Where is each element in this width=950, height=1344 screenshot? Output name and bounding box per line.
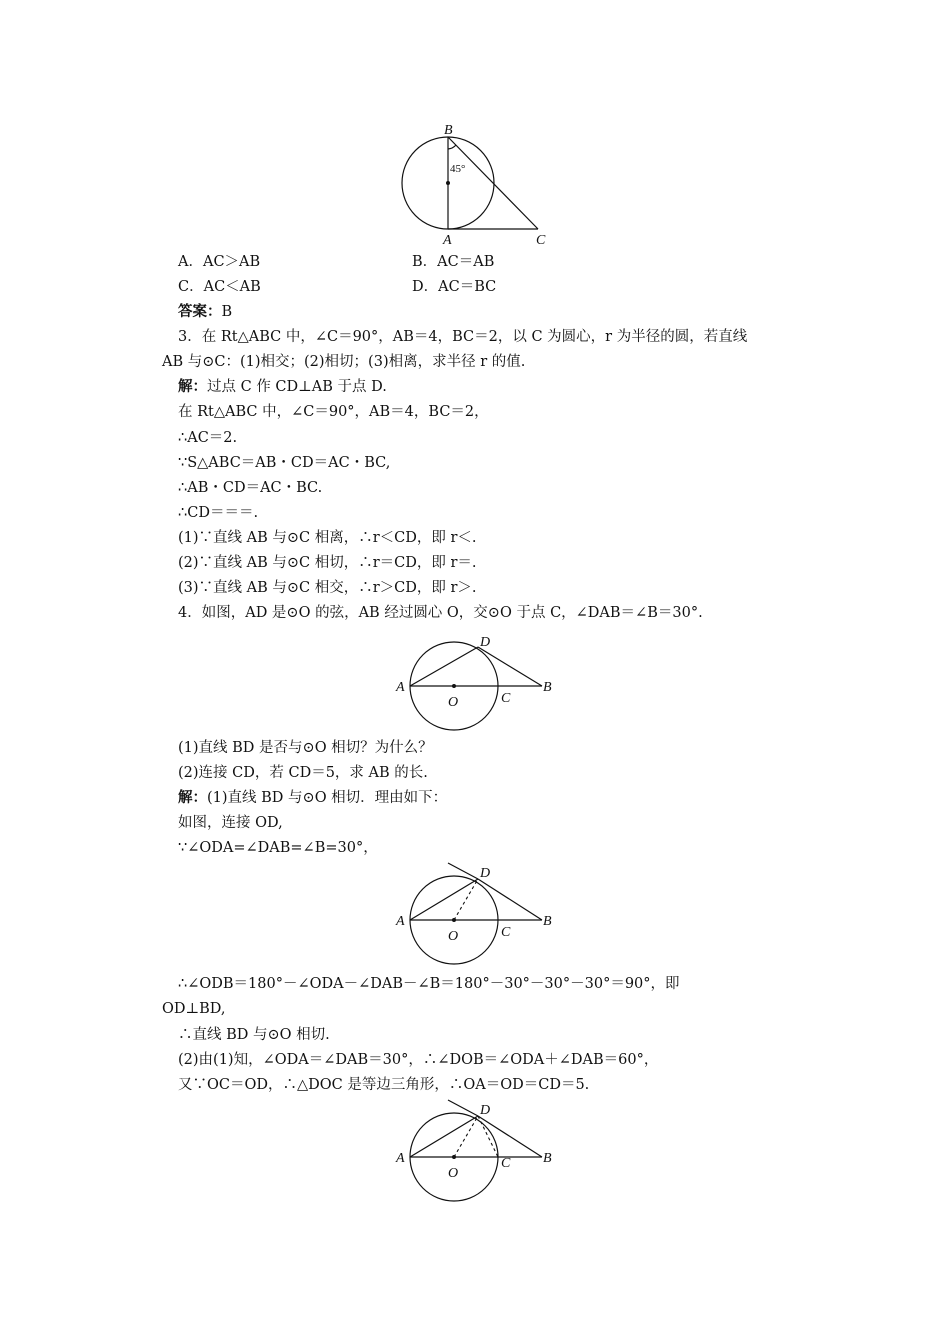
label-b: B [543, 1151, 552, 1166]
q3-solution-5: ∴AB・CD＝AC・BC. [178, 480, 323, 496]
label-o: O [448, 695, 459, 710]
solution-text: 过点 C 作 CD⊥AB 于点 D. [207, 379, 387, 395]
center-dot [452, 684, 456, 688]
label-c: C [501, 925, 511, 940]
label-d: D [480, 866, 491, 881]
label-a: A [396, 1151, 405, 1166]
solution-label: 解： [178, 790, 207, 806]
answer-row [178, 302, 232, 322]
q3-solution-4: ∵S△ABC＝AB・CD＝AC・BC, [178, 455, 391, 471]
solution-text: (1)直线 BD 与⊙O 相切．理由如下： [207, 790, 448, 806]
label-c: C [501, 1156, 511, 1171]
q4-solution-7: (2)由(1)知，∠ODA＝∠DAB＝30°，∴∠DOB＝∠ODA＋∠DAB＝60°， [178, 1052, 659, 1068]
figure-circle-o-1 [390, 630, 565, 740]
label-d: D [480, 635, 491, 650]
q3-solution-8: (2)∵直线 AB 与⊙C 相切，∴r＝CD，即 r＝. [178, 555, 477, 571]
q3-solution-9: (3)∵直线 AB 与⊙C 相交，∴r＞CD，即 r＞. [178, 580, 477, 596]
q4-solution-6: ∴直线 BD 与⊙O 相切. [178, 1027, 330, 1043]
q4-part-1: (1)直线 BD 是否与⊙O 相切？为什么？ [178, 740, 433, 756]
segment-db [478, 647, 542, 686]
label-c: C [501, 691, 511, 706]
q4-solution-3: ∵∠ODA=∠DAB=∠B=30°， [178, 840, 378, 856]
label-angle: 45° [450, 163, 466, 175]
option-a: A．AC＞AB [178, 254, 261, 270]
center-dot [452, 918, 456, 922]
center-dot [452, 1155, 456, 1159]
q4-solution-1 [178, 788, 447, 808]
label-b: B [543, 914, 552, 929]
answer-value: B [221, 304, 233, 320]
option-b: B．AC＝AB [412, 254, 495, 270]
q3-solution-1 [178, 377, 387, 397]
q3-solution-2: 在 Rt△ABC 中，∠C＝90°，AB＝4，BC＝2， [178, 404, 489, 420]
segment-db [478, 879, 542, 920]
segment-db [478, 1116, 542, 1157]
q3-line2: AB 与⊙C：(1)相交；(2)相切；(3)相离，求半径 r 的值. [162, 354, 526, 370]
center-dot [446, 181, 450, 185]
option-d: D．AC＝BC [412, 279, 497, 295]
segment-ad [410, 879, 478, 920]
solution-label: 解： [178, 379, 207, 395]
label-c: C [536, 233, 546, 248]
label-a: A [396, 680, 405, 695]
q3-solution-6: ∴CD＝＝＝. [178, 505, 259, 521]
q4-solution-4: ∴∠ODB＝180°－∠ODA－∠DAB－∠B＝180°－30°－30°－30°＝90°，即 [178, 976, 680, 992]
q4-solution-8: 又∵OC＝OD，∴△DOC 是等边三角形，∴OA＝OD＝CD＝5. [178, 1077, 590, 1093]
dashed-od [454, 1116, 478, 1157]
label-b: B [543, 680, 552, 695]
q4-solution-2: 如图，连接 OD, [178, 815, 283, 831]
label-o: O [448, 929, 459, 944]
q4-solution-5: OD⊥BD, [162, 1001, 226, 1017]
label-a: A [396, 914, 405, 929]
segment-ad [410, 647, 478, 686]
figure-circle-o-3 [390, 1097, 565, 1212]
q3-solution-3: ∴AC＝2. [178, 430, 238, 446]
segment-ad [410, 1116, 478, 1157]
q3-line1: 3．在 Rt△ABC 中，∠C＝90°，AB＝4，BC＝2，以 C 为圆心，r 为半径的圆，若直线 [178, 329, 748, 345]
label-d: D [480, 1103, 491, 1118]
option-c: C．AC＜AB [178, 279, 261, 295]
figure-circle-o-2 [390, 860, 565, 975]
label-a: A [443, 233, 452, 248]
figure-circle-abc [390, 118, 560, 248]
q4-line1: 4．如图，AD 是⊙O 的弦，AB 经过圆心 O，交⊙O 于点 C，∠DAB＝∠B＝30°. [178, 605, 703, 621]
segment-bc [448, 137, 538, 229]
q3-solution-7: (1)∵直线 AB 与⊙C 相离，∴r＜CD，即 r＜. [178, 530, 477, 546]
answer-label: 答案： [178, 304, 222, 320]
label-b: B [444, 123, 453, 138]
q4-part-2: (2)连接 CD，若 CD＝5，求 AB 的长. [178, 765, 428, 781]
label-o: O [448, 1166, 459, 1181]
dashed-od [454, 879, 478, 920]
angle-arc [448, 145, 456, 149]
